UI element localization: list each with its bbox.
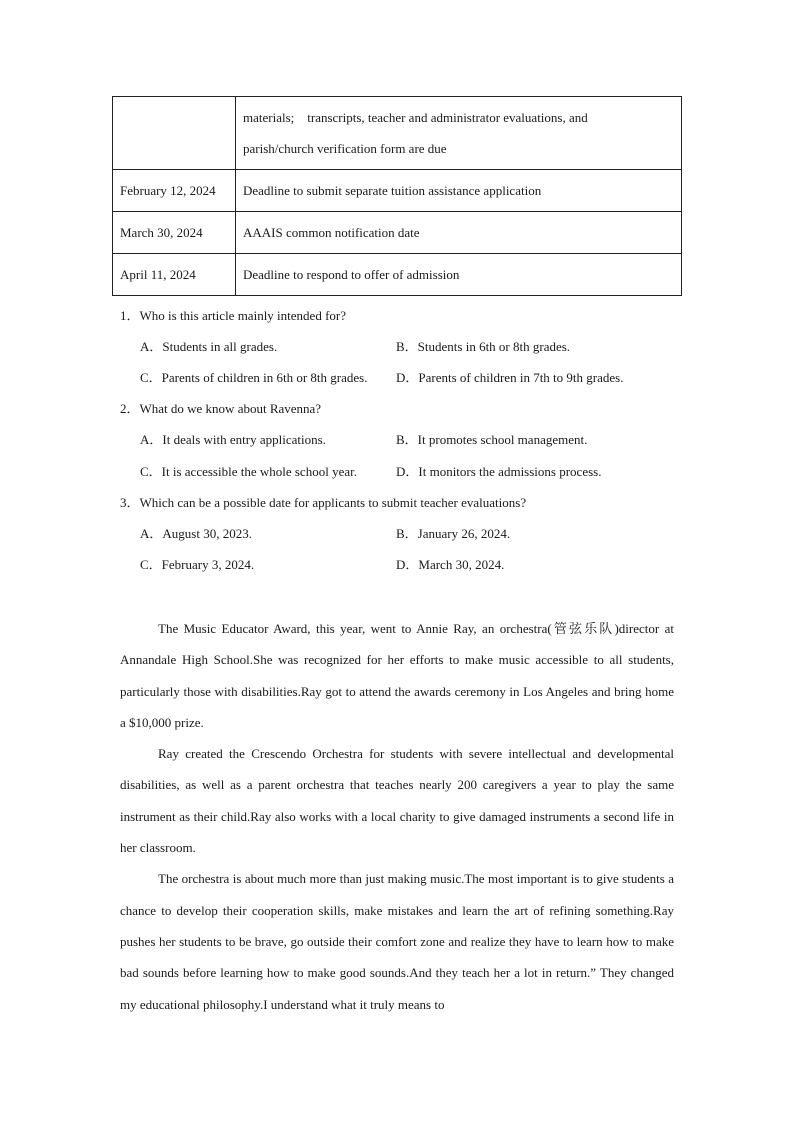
date-cell: February 12, 2024 — [113, 170, 236, 212]
date-cell — [113, 97, 236, 170]
question-2-option-b[interactable]: B．It promotes school management. — [396, 432, 588, 447]
table-row — [113, 97, 682, 170]
event-cell — [236, 97, 682, 170]
table-row — [113, 170, 682, 212]
question-1-option-b[interactable]: B．Students in 6th or 8th grades. — [396, 339, 571, 354]
question-2-option-d[interactable]: D．It monitors the admissions process. — [396, 464, 602, 479]
question-2-option-a[interactable]: A．It deals with entry applications. — [140, 432, 326, 447]
passage-paragraph: The Music Educator Award, this year, went to Annie Ray, an orchestra(管弦乐队)director at Annandale High School.She was recognized for her efforts to make music accessible to all students, particularly those with disabilities.Ray got to attend the awards ceremony in Los Angeles and bring home a $10,000 prize. — [120, 621, 674, 730]
table-row — [113, 212, 682, 254]
question-3-option-d[interactable]: D．March 30, 2024. — [396, 557, 505, 572]
date-cell: April 11, 2024 — [113, 254, 236, 296]
date-cell: March 30, 2024 — [113, 212, 236, 254]
question-1-stem: 1．Who is this article mainly intended for? — [120, 308, 346, 323]
event-cell: AAAIS common notification date — [236, 212, 682, 254]
question-3-option-c[interactable]: C．February 3, 2024. — [140, 557, 255, 572]
question-1-option-d[interactable]: D．Parents of children in 7th to 9th grades. — [396, 370, 624, 385]
reading-passage — [120, 613, 674, 1020]
passage-paragraph: Ray created the Crescendo Orchestra for students with severe intellectual and developmental disabilities, as well as a parent orchestra that teaches nearly 200 caregivers a year to play the same instrument as their child.Ray also works with a local charity to give damaged instruments a second life in her classroom. — [120, 746, 674, 856]
question-3-option-b[interactable]: B．January 26, 2024. — [396, 526, 511, 541]
question-1-option-c[interactable]: C．Parents of children in 6th or 8th grades. — [140, 370, 368, 385]
passage-paragraph: The orchestra is about much more than just making music.The most important is to give students a chance to develop their cooperation skills, make mistakes and learn the art of refining something.Ray pushes her students to be brave, go outside their comfort zone and realize they have to learn how to make bad sounds before learning how to make good sounds.And they teach her a lot in return.” They changed my educational philosophy.I understand what it truly means to — [120, 871, 674, 1012]
event-line: parish/church verification form are due — [243, 141, 447, 156]
question-1-option-a[interactable]: A．Students in all grades. — [140, 339, 278, 354]
event-cell: Deadline to respond to offer of admission — [236, 254, 682, 296]
event-line: materials; transcripts, teacher and administrator evaluations, and — [243, 110, 588, 125]
table-row — [113, 254, 682, 296]
question-3-stem: 3．Which can be a possible date for applicants to submit teacher evaluations? — [120, 495, 527, 510]
question-3-option-a[interactable]: A．August 30, 2023. — [140, 526, 252, 541]
admissions-schedule-table — [112, 96, 682, 296]
event-cell: Deadline to submit separate tuition assistance application — [236, 170, 682, 212]
question-2-stem: 2．What do we know about Ravenna? — [120, 401, 322, 416]
question-2-option-c[interactable]: C．It is accessible the whole school year. — [140, 464, 357, 479]
